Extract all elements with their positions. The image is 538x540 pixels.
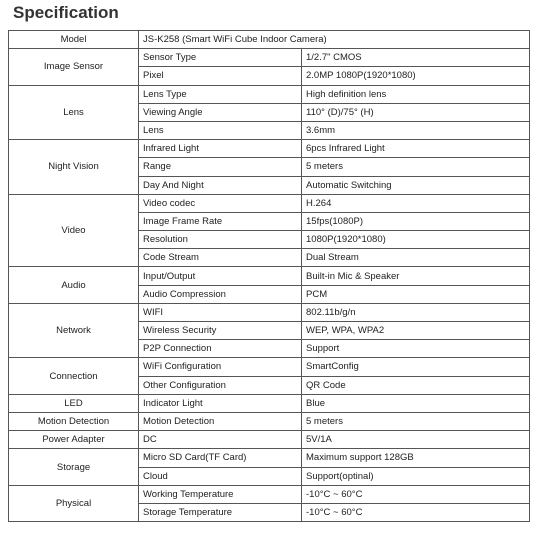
item-cell: P2P Connection [139, 340, 302, 358]
table-row [9, 449, 530, 467]
category-cell: Physical [9, 485, 139, 521]
item-cell: Input/Output [139, 267, 302, 285]
item-cell: Working Temperature [139, 485, 302, 503]
item-cell: Cloud [139, 467, 302, 485]
item-cell: Indicator Light [139, 394, 302, 412]
item-cell: Code Stream [139, 249, 302, 267]
table-row [9, 267, 530, 285]
value-cell: 5V/1A [302, 431, 530, 449]
value-cell: 1/2.7" CMOS [302, 49, 530, 67]
category-cell: Connection [9, 358, 139, 394]
item-cell: Infrared Light [139, 140, 302, 158]
item-cell: WIFI [139, 303, 302, 321]
value-cell: High definition lens [302, 85, 530, 103]
item-cell: Lens Type [139, 85, 302, 103]
model-label: Model [9, 31, 139, 49]
category-cell: Power Adapter [9, 431, 139, 449]
value-cell: -10°C ~ 60°C [302, 503, 530, 521]
item-cell: WiFi Configuration [139, 358, 302, 376]
item-cell: DC [139, 431, 302, 449]
value-cell: 802.11b/g/n [302, 303, 530, 321]
item-cell: Pixel [139, 67, 302, 85]
item-cell: Sensor Type [139, 49, 302, 67]
category-cell: Storage [9, 449, 139, 485]
model-value: JS-K258 (Smart WiFi Cube Indoor Camera) [139, 31, 530, 49]
value-cell: QR Code [302, 376, 530, 394]
value-cell: Blue [302, 394, 530, 412]
category-cell: Video [9, 194, 139, 267]
value-cell: Built-in Mic & Speaker [302, 267, 530, 285]
item-cell: Storage Temperature [139, 503, 302, 521]
value-cell: Support [302, 340, 530, 358]
item-cell: Other Configuration [139, 376, 302, 394]
table-row [9, 85, 530, 103]
table-row [9, 394, 530, 412]
page-title: Specification [13, 3, 119, 22]
item-cell: Day And Night [139, 176, 302, 194]
value-cell: PCM [302, 285, 530, 303]
category-cell: Image Sensor [9, 49, 139, 85]
item-cell: Audio Compression [139, 285, 302, 303]
value-cell: 15fps(1080P) [302, 212, 530, 230]
item-cell: Image Frame Rate [139, 212, 302, 230]
item-cell: Micro SD Card(TF Card) [139, 449, 302, 467]
item-cell: Viewing Angle [139, 103, 302, 121]
value-cell: WEP, WPA, WPA2 [302, 322, 530, 340]
value-cell: Dual Stream [302, 249, 530, 267]
table-row [9, 431, 530, 449]
value-cell: 6pcs Infrared Light [302, 140, 530, 158]
value-cell: SmartConfig [302, 358, 530, 376]
category-cell: Network [9, 303, 139, 358]
item-cell: Motion Detection [139, 412, 302, 430]
item-cell: Wireless Security [139, 322, 302, 340]
spec-table [8, 30, 530, 522]
table-row [9, 49, 530, 67]
table-row [9, 358, 530, 376]
category-cell: Night Vision [9, 140, 139, 195]
value-cell: Automatic Switching [302, 176, 530, 194]
table-row [9, 485, 530, 503]
value-cell: 110° (D)/75° (H) [302, 103, 530, 121]
value-cell: Maximum support 128GB [302, 449, 530, 467]
value-cell: 1080P(1920*1080) [302, 231, 530, 249]
value-cell: 5 meters [302, 412, 530, 430]
category-cell: Motion Detection [9, 412, 139, 430]
spec-table-body [9, 31, 530, 522]
item-cell: Resolution [139, 231, 302, 249]
item-cell: Range [139, 158, 302, 176]
value-cell: Support(optinal) [302, 467, 530, 485]
table-row [9, 140, 530, 158]
value-cell: 2.0MP 1080P(1920*1080) [302, 67, 530, 85]
category-cell: Audio [9, 267, 139, 303]
table-row [9, 31, 530, 49]
table-row [9, 303, 530, 321]
item-cell: Video codec [139, 194, 302, 212]
item-cell: Lens [139, 121, 302, 139]
table-row [9, 194, 530, 212]
value-cell: -10°C ~ 60°C [302, 485, 530, 503]
value-cell: 5 meters [302, 158, 530, 176]
value-cell: 3.6mm [302, 121, 530, 139]
category-cell: Lens [9, 85, 139, 140]
table-row [9, 412, 530, 430]
category-cell: LED [9, 394, 139, 412]
value-cell: H.264 [302, 194, 530, 212]
